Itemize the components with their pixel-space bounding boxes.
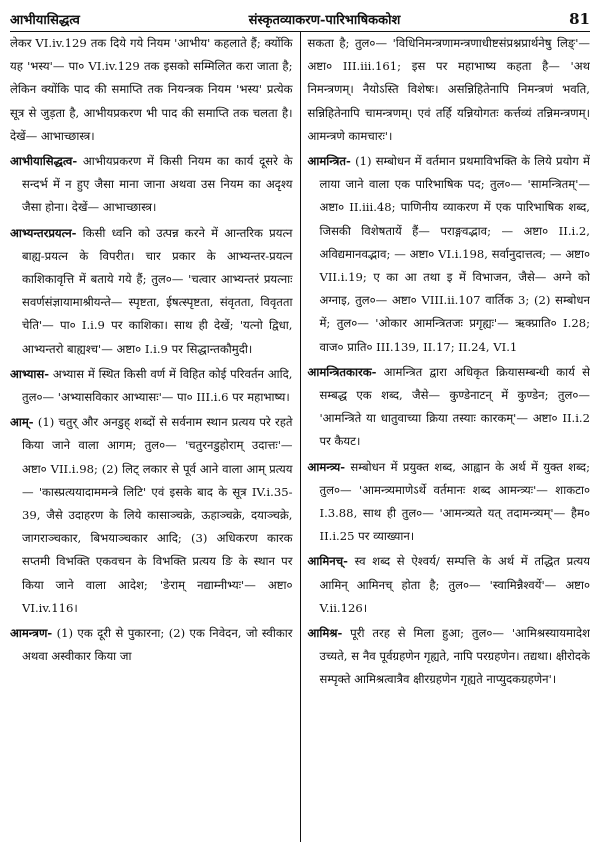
dictionary-entry (10, 363, 293, 409)
definition: अभ्यास में स्थित किसी वर्ण में विहित कोई परिवर्तन आदि, तुल०— 'अभ्यासविकार आभ्यासः'— पा० III.i.6 पर महाभाष्य। (22, 366, 293, 405)
headword: आभीयासिद्धत्व- (10, 154, 78, 169)
left-column (10, 32, 300, 842)
two-column-body (10, 32, 590, 842)
headword: आम्- (10, 415, 34, 430)
dictionary-entry (307, 150, 590, 359)
definition: आभीयप्रकरण में किसी नियम का कार्य दूसरे के सन्दर्भ में न हुए जैसा माना जाना अथवा उस नियम का अदृश्य जैसा होना। देखें— आभाच्छास्त्र। (22, 154, 293, 215)
definition: पूरी तरह से मिला हुआ; तुल०— 'आमिश्रस्यायमादेश उच्यते, स नैव पूर्वग्रहणेन गृह्यते, नापि परग्रहणेन। तद्यथा। क्षीरोदके सम्पृक्ते आमिश्रत्वात्रैव क्षीरग्रहणेन गृह्यते नाप्युदकग्रहणेन'। (319, 626, 590, 687)
headword: आमन्त्रण- (10, 626, 53, 641)
headword: आमन्त्रित- (307, 154, 351, 169)
headword: आभ्यास- (10, 366, 50, 381)
dictionary-entry (10, 32, 293, 148)
dictionary-entry (307, 622, 590, 692)
definition: लेकर VI.iv.129 तक दिये गये नियम 'आभीय' कहलाते हैं; क्योंकि यह 'भस्य'— पा० VI.iv.129 तक इसको सम्मिलित करा जाता है; लेकिन क्योंकि पाद की समाप्ति तक नियन्त्रक नियम 'भस्य' प्रत्येक सूत्र से जुड़ता है, आभीयप्रकरण भी पाद की समाप्ति तक चलता है। देखें— आभाच्छास्त्र। (10, 36, 293, 143)
running-head-title: संस्कृतव्याकरण-पारिभाषिककोश (248, 13, 401, 28)
definition: (1) चतुर् और अनडुह् शब्दों से सर्वनाम स्थान प्रत्यय परे रहते किया जाने वाला आगम; तुल०— 'चतुरनडुहोराम् उदात्तः'— अष्टा० VII.i.98; (2) लिट् लकार से पूर्व आने वाला आम् प्रत्यय— 'कास्प्रत्ययादाममन्त्रे लिटि' एवं इसके बाद के सूत्र IV.i.35-39, जैसे उदाहरण के लिये कासाञ्चक्रे, ऊहाञ्चक्रे, दयाञ्चक्रे, जागराञ्चकार, बिभयाञ्चकार आदि; (3) अधिकरण कारक सप्तमी विभक्ति एकवचन के विभक्ति प्रत्यय ङि के स्थान पर किया जाने वाला आदेश; 'ङेराम् नद्याम्नीभ्यः'— अष्टा० VI.iv.116। (22, 415, 293, 615)
definition: किसी ध्वनि को उत्पन्न करने में आन्तरिक प्रयत्न बाह्य-प्रयत्न के विपरीत। चार प्रकार के आभ्यन्तर-प्रयत्न काशिकावृत्ति में बताये गये हैं; तुल०— 'चत्वार आभ्यन्तरं प्रयत्नाः सवर्णसंज्ञायामाश्रीयन्ते— स्पृष्टता, ईषत्स्पृष्टता, संवृतता, विवृतता चेति'— पा० I.i.9 पर काशिका। साथ ही देखें; 'यत्नो द्विधा, आभ्यन्तरो बाह्यश्च'— अष्टा० I.i.9 पर सिद्धान्तकौमुदी। (22, 225, 293, 356)
dictionary-entry (307, 361, 590, 454)
definition: स्व शब्द से ऐश्वर्य/ सम्पत्ति के अर्थ में तद्धित प्रत्यय आमिन् आमिनच् होता है; तुल०— 'स्वामिन्नैश्वर्ये'— अष्टा० V.ii.126। (319, 554, 590, 615)
right-column (300, 32, 590, 842)
dictionary-entry (10, 411, 293, 620)
page-number: 81 (569, 10, 590, 28)
headword: आमन्त्रितकारक- (307, 364, 377, 379)
definition: आमन्त्रित द्वारा अधिकृत क्रियासम्बन्धी कार्य से सम्बद्ध एक शब्द, जैसे— कुण्डेनाटन् में कुण्डेन; तुल०— 'आमन्त्रिते या धातुवाच्या क्रिया तस्याः कारकम्'— अष्टा० II.i.2 पर कैयट। (319, 364, 590, 449)
dictionary-entry (307, 456, 590, 549)
running-head-left: आभीयासिद्धत्व (10, 13, 80, 28)
dictionary-entry (10, 222, 293, 361)
headword: आमिश्र- (307, 626, 343, 641)
page-header (10, 6, 590, 28)
dictionary-entry (307, 550, 590, 620)
definition: (1) एक दूरी से पुकारना; (2) एक निवेदन, जो स्वीकार अथवा अस्वीकार किया जा (22, 626, 293, 664)
definition: सकता है; तुल०— 'विधिनिमन्त्रणामन्त्रणाधीष्टसंप्रश्नप्रार्थनेषु लिङ्'— अष्टा० III.iii.161; इस पर महाभाष्य कहता है— 'अथ निमन्त्रणम्। नैयोऽस्ति विशेषः। असन्निहितेनापि निमन्त्रणं भवति, सन्निहितेनापि चामन्त्रणम्। एवं तर्हि यन्नियोगतः कर्त्तव्यं तन्निमन्त्रणम्। आमन्त्रणे कामचारः'। (307, 36, 590, 143)
dictionary-entry (307, 32, 590, 148)
definition: (1) सम्बोधन में वर्तमान प्रथमाविभक्ति के लिये प्रयोग में लाया जाने वाला एक पारिभाषिक पद; तुल०— 'सामन्त्रितम्'— अष्टा० II.iii.48; पाणिनीय व्याकरण में एक पारिभाषिक शब्द, जिसकी विशेषतायें हैं— पराङ्गवद्भाव; — अष्टा० II.i.2, अविद्यमानवद्भाव; — अष्टा० VI.i.198, सर्वानुदात्तत्व; — अष्टा० VII.i.19; ए का आ तथा इ में विभाजन, जैसे— अग्ने को अग्नाइ, तुल०— अष्टा० VIII.ii.107 वार्तिक 3; (2) सम्बोधन में; तुल०— 'ओकार आमन्त्रितजः प्रगृह्यः'— ऋक्प्राति० I.28; वाज० प्राति० III.139, II.17; II.24, VI.1 (319, 154, 590, 354)
dictionary-entry (10, 622, 293, 668)
headword: आमन्त्र्य- (307, 459, 346, 474)
dictionary-entry (10, 150, 293, 220)
definition: सम्बोधन में प्रयुक्त शब्द, आह्वान के अर्थ में युक्त शब्द; तुल०— 'आमन्त्र्यमाणेऽर्थे वर्तमानः शब्द आमन्त्र्यः'— शाकटा० I.3.88, साथ ही तुल०— 'आमन्त्र्यते यत् तदामन्त्र्यम्'— हैम० II.i.25 पर व्याख्यान। (319, 459, 590, 544)
headword: आभ्यन्तरप्रयत्न- (10, 225, 77, 240)
headword: आमिनच्- (307, 554, 348, 569)
